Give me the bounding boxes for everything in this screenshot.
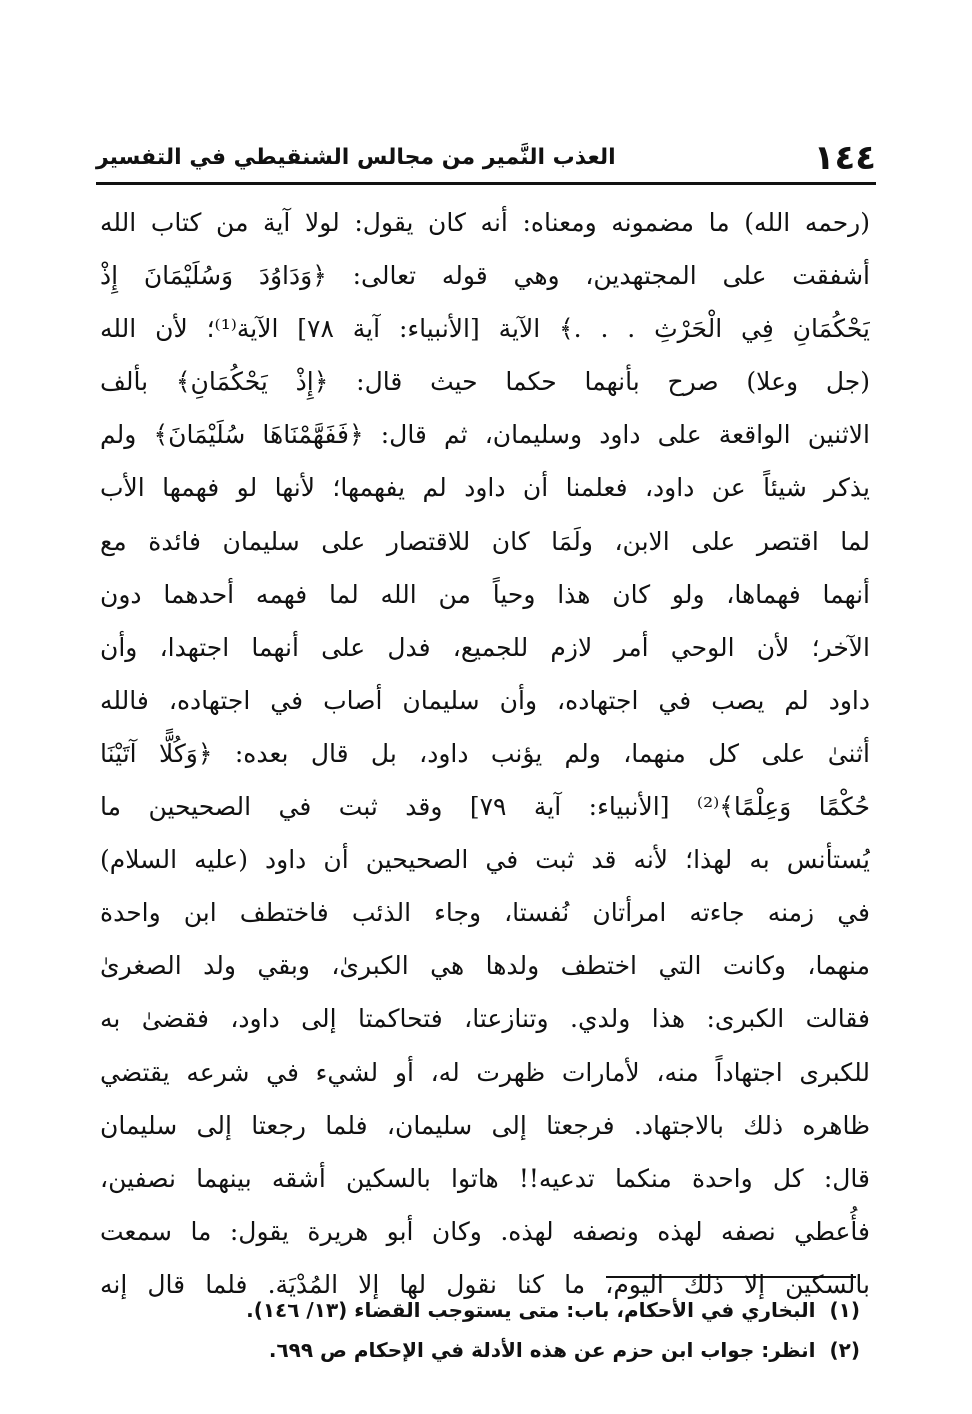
footnotes	[200, 1290, 860, 1370]
text-line: الآخر؛ لأن الوحي أمر لازم للجميع، فدل على أنهما اجتهدا، وأن	[100, 632, 870, 662]
running-title: العذب النَّمير من مجالس الشنقيطي في التفسير	[96, 145, 616, 170]
footnote-text: انظر: جواب ابن حزم عن هذه الأدلة في الإحكام ص ٦٩٩.	[268, 1338, 816, 1362]
footnote-text: البخاري في الأحكام، باب: متى يستوجب القضاء (١٣/ ١٤٦).	[246, 1298, 816, 1322]
text-line: أنهما فهماها، ولو كان هذا وحياً من الله لما فهمه أحدهما دون	[100, 579, 870, 609]
running-header	[96, 126, 876, 178]
text-line: حُكْمًا وَعِلْمًا﴾⁽²⁾ [الأنبياء: آية ٧٩] وقد ثبت في الصحيحين ما	[100, 792, 870, 822]
text-line: فأُعطي نصفه لهذه ونصفه لهذه. وكان أبو هريرة يقول: ما سمعت	[100, 1216, 870, 1246]
header-divider	[96, 182, 876, 185]
text-line: في زمنه جاءته امرأتان نُفستا، وجاء الذئب فاختطف ابن واحدة	[100, 898, 870, 928]
text-line: أشفقت على المجتهدين، وهي قوله تعالى: ﴿وَدَاوُدَ وَسُلَيْمَانَ إِذْ	[100, 261, 870, 291]
footnote-divider	[606, 1276, 856, 1278]
footnote-number: (٢)	[829, 1338, 860, 1362]
footnote	[200, 1290, 860, 1330]
text-line: فقالت الكبرى: هذا ولدي. وتنازعتا، فتحاكمتا إلى داود، فقضىٰ به	[100, 1004, 870, 1034]
page-number: ١٤٤	[813, 138, 876, 178]
text-line: الاثنين الواقعة على داود وسليمان، ثم قال: ﴿فَفَهَّمْنَاهَا سُلَيْمَانَ﴾ ولم	[100, 420, 870, 450]
text-line: منهما، وكانت التي اختطف ولدها هي الكبرىٰ، وبقي ولد الصغرىٰ	[100, 951, 870, 981]
text-line: أثنىٰ على كل منهما، ولم يؤنب داود، بل قال بعده: ﴿وَكُلًّا آتَيْنَا	[100, 738, 870, 768]
footnote	[200, 1330, 860, 1370]
text-line: يَحْكُمَانِ فِي الْحَرْثِ . . .﴾ الآية [الأنبياء: آية ٧٨] الآية⁽¹⁾؛ لأن الله	[100, 314, 870, 344]
text-line: ظاهره ذلك بالاجتهاد. فرجعتا إلى سليمان، فلما رجعتا إلى سليمان	[100, 1110, 870, 1140]
text-line: لما اقتصر على الابن، ولَمَا كان للاقتصار على سليمان فائدة مع	[100, 526, 870, 556]
text-line: بالسكين إلا ذلك اليوم، ما كنا نقول لها إلا المُدْيَة. فلما قال إنه	[100, 1269, 870, 1299]
text-line: يذكر شيئاً عن داود، فعلمنا أن داود لم يفهمها؛ لأنها لو فهمها الأب	[100, 473, 870, 503]
text-line: داود لم يصب في اجتهاده، وأن سليمان أصاب في اجتهاده، فالله	[100, 685, 870, 715]
text-line: يُستأنس به لهذا؛ لأنه قد ثبت في الصحيحين أن داود (عليه السلام)	[100, 845, 870, 875]
text-line: للكبرى اجتهاداً منه، لأمارات ظهرت له، أو لشيء في شرعه يقتضي	[100, 1057, 870, 1087]
text-line: (جل وعلا) صرح بأنهما حكما حيث قال: ﴿إِذْ يَحْكُمَانِ﴾ بألف	[100, 367, 870, 397]
text-line: قال: كل واحدة منكما تدعيه!! هاتوا بالسكين أشقه بينهما نصفين،	[100, 1163, 870, 1193]
main-text	[100, 196, 870, 1311]
text-line: (رحمه الله) ما مضمونه ومعناه: أنه كان يقول: لولا آية من كتاب الله	[100, 208, 870, 237]
footnote-number: (١)	[829, 1298, 860, 1322]
